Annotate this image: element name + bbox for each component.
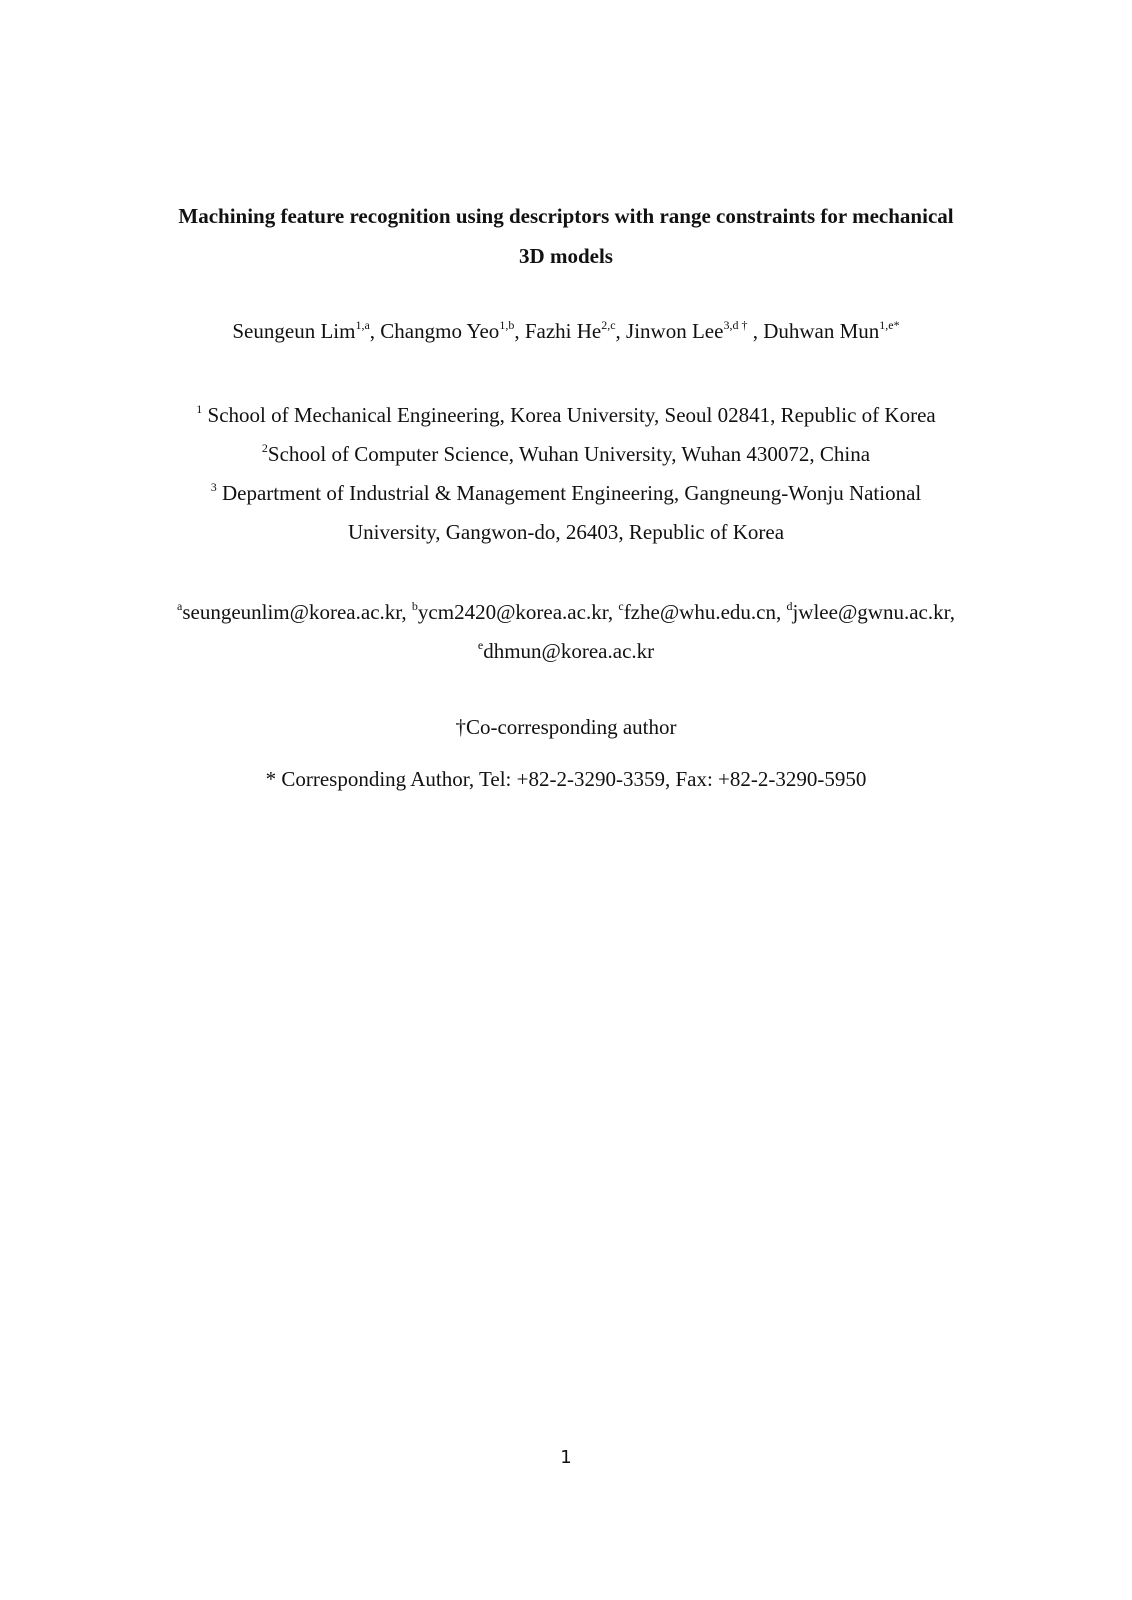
affiliation-list [0,396,1132,552]
email-address: seungeunlim@korea.ac.kr, [182,600,412,624]
corresponding-author-note: * Corresponding Author, Tel: +82-2-3290-3359, Fax: +82-2-3290-5950 [265,767,867,791]
affiliation-superscript: 1 [196,402,203,416]
author-separator: , [747,319,764,343]
co-corresponding-note: †Co-corresponding author [455,715,677,739]
affiliation-3-continued [0,513,1132,552]
email-superscript: e [477,638,484,652]
paper-title [0,196,1132,276]
author-name: Seungeun Lim [232,319,356,343]
title-line-1: Machining feature recognition using descriptors with range constraints for mechanical [178,204,954,228]
affiliation-text: School of Computer Science, Wuhan University, Wuhan 430072, China [267,442,871,466]
email-address: ycm2420@korea.ac.kr, [417,600,619,624]
affiliation-text: School of Mechanical Engineering, Korea University, Seoul 02841, Republic of Korea [202,403,936,427]
email-line-2 [0,632,1132,671]
author-superscript: 1,e* [879,318,900,332]
email-address: jwlee@gwnu.ac.kr, [792,600,955,624]
author-name: Duhwan Mun [763,319,880,343]
email-superscript: d [786,599,793,613]
email-list [0,593,1132,671]
author-name: Changmo Yeo [380,319,500,343]
author-name: Jinwon Lee [626,319,724,343]
affiliation-2 [0,435,1132,474]
affiliation-text: University, Gangwon-do, 26403, Republic of Korea [347,520,785,544]
author-superscript: 2,c [601,318,616,332]
page-number: 1 [560,1447,572,1468]
affiliation-3 [0,474,1132,513]
email-address: fzhe@whu.edu.cn, [623,600,787,624]
author-list [0,316,1132,346]
author-superscript: 1,a [355,318,370,332]
affiliation-superscript: 2 [261,441,268,455]
affiliation-1 [0,396,1132,435]
email-line-1 [0,593,1132,632]
author-separator: , [615,319,627,343]
email-superscript: b [411,599,418,613]
author-superscript: 1,b [499,318,515,332]
author-separator: , [514,319,525,343]
email-superscript: a [177,599,183,613]
email-address: dhmun@korea.ac.kr [483,639,655,663]
affiliation-text: Department of Industrial & Management Engineering, Gangneung-Wonju National [216,481,922,505]
email-superscript: c [618,599,624,613]
author-name: Fazhi He [524,319,602,343]
affiliation-superscript: 3 [210,480,217,494]
author-separator: , [369,319,381,343]
title-line-2: 3D models [519,244,613,268]
author-superscript: 3,d † [723,318,748,332]
